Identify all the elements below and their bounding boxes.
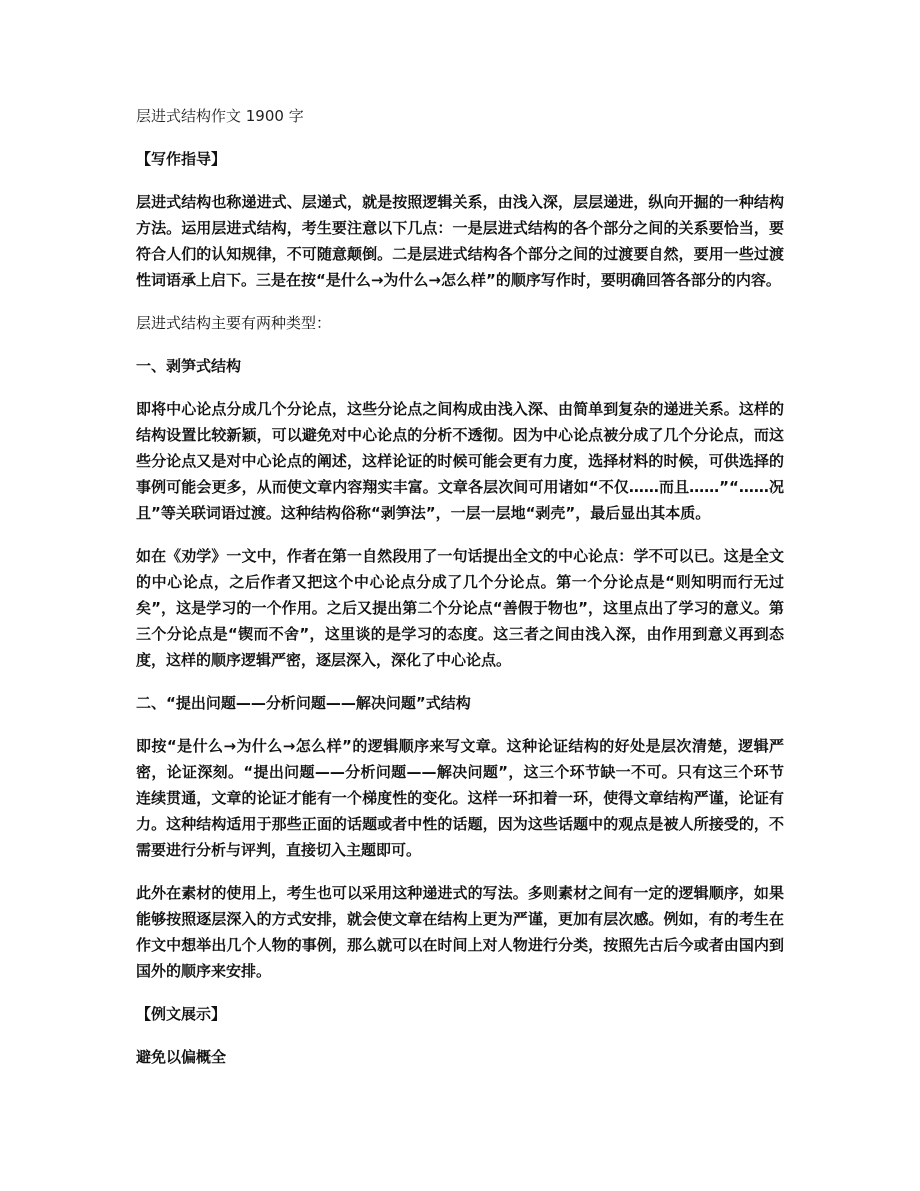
paragraph-quanxue-example: 如在《劝学》一文中，作者在第一自然段用了一句话提出全文的中心论点：学不可以已。这是全文的中心论点，之后作者又把这个中心论点分成了几个分论点。第一个分论点是“则知明而行无过矣”，这是学习的一个作用。之后又提出第二个分论点“善假于物也”，这里点出了学习的意义。第三个分论点是“锲而不舍”，这里谈的是学习的态度。这三者之间由浅入深，由作用到意义再到态度，这样的顺序逻辑严密，逐层深入，深化了中心论点。: [136, 547, 784, 669]
section-heading-example-essay: 【例文展示】: [136, 1005, 227, 1023]
example-essay-title: 避免以偏概全: [136, 1048, 227, 1066]
paragraph-definition: 层进式结构也称递进式、层递式，就是按照逻辑关系，由浅入深，层层递进，纵向开掘的一种结构方法。运用层进式结构，考生要注意以下几点：一是层进式结构的各个部分之间的关系要恰当，要符合人们的认知规律，不可随意颠倒。二是层进式结构各个部分之间的过渡要自然，要用一些过渡性词语承上启下。三是在按“是什么→为什么→怎么样”的顺序写作时，要明确回答各部分的内容。: [136, 193, 784, 289]
paragraph-problem-explanation: 即按“是什么→为什么→怎么样”的逻辑顺序来写文章。这种论证结构的好处是层次清楚，逻辑严密，论证深刻。“提出问题——分析问题——解决问题”，这三个环节缺一不可。只有这三个环节连续贯通，文章的论证才能有一个梯度性的变化。这样一环扣着一环，使得文章结构严谨，论证有力。这种结构适用于那些正面的话题或者中性的话题，因为这些话题中的观点是被人所接受的，不需要进行分析与评判，直接切入主题即可。: [136, 737, 784, 859]
heading-peeling-structure: 一、剥笋式结构: [136, 357, 242, 375]
document-page: [136, 104, 784, 1087]
section-heading-writing-guide: 【写作指导】: [136, 150, 227, 168]
document-title: 层进式结构作文 1900 字: [136, 107, 304, 125]
paragraph-peeling-explanation: 即将中心论点分成几个分论点，这些分论点之间构成由浅入深、由简单到复杂的递进关系。这样的结构设置比较新颖，可以避免对中心论点的分析不透彻。因为中心论点被分成了几个分论点，而这些分论点又是对中心论点的阐述，这样论证的时候可能会更有力度，选择材料的时候，可供选择的事例可能会更多，从而使文章内容翔实丰富。文章各层次间可用诸如“不仅……而且……”“……况且”等关联词语过渡。这种结构俗称“剥笋法”，一层一层地“剥壳”，最后显出其本质。: [136, 400, 784, 522]
heading-problem-structure: 二、“提出问题——分析问题——解决问题”式结构: [136, 694, 471, 712]
paragraph-material-usage: 此外在素材的使用上，考生也可以采用这种递进式的写法。多则素材之间有一定的逻辑顺序，如果能够按照逐层深入的方式安排，就会使文章在结构上更为严谨，更加有层次感。例如，有的考生在作文中想举出几个人物的事例，那么就可以在时间上对人物进行分类，按照先古后今或者由国内到国外的顺序来安排。: [136, 884, 784, 980]
paragraph-two-types: 层进式结构主要有两种类型：: [136, 314, 332, 332]
